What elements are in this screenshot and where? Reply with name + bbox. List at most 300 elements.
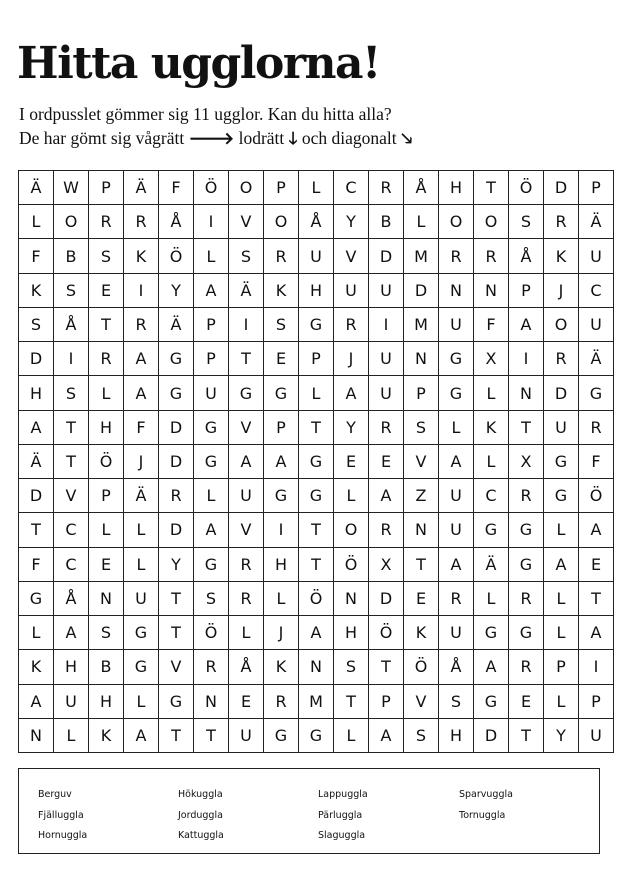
- grid-cell[interactable]: U: [229, 479, 264, 513]
- grid-cell[interactable]: T: [89, 307, 124, 341]
- grid-cell[interactable]: A: [369, 479, 404, 513]
- grid-cell[interactable]: Y: [159, 273, 194, 307]
- grid-cell[interactable]: H: [334, 616, 369, 650]
- grid-cell[interactable]: Ö: [299, 581, 334, 615]
- grid-cell[interactable]: Ä: [159, 307, 194, 341]
- grid-cell[interactable]: A: [544, 547, 579, 581]
- grid-cell[interactable]: G: [194, 410, 229, 444]
- grid-cell[interactable]: T: [299, 547, 334, 581]
- grid-cell[interactable]: D: [544, 376, 579, 410]
- grid-cell[interactable]: A: [439, 547, 474, 581]
- grid-cell[interactable]: E: [264, 342, 299, 376]
- grid-cell[interactable]: X: [474, 342, 509, 376]
- grid-cell[interactable]: R: [369, 513, 404, 547]
- grid-cell[interactable]: D: [159, 444, 194, 478]
- grid-cell[interactable]: H: [439, 171, 474, 205]
- grid-cell[interactable]: R: [509, 581, 544, 615]
- grid-cell[interactable]: L: [474, 444, 509, 478]
- grid-cell[interactable]: W: [54, 171, 89, 205]
- grid-cell[interactable]: T: [159, 616, 194, 650]
- grid-cell[interactable]: T: [579, 581, 614, 615]
- grid-cell[interactable]: R: [439, 581, 474, 615]
- grid-cell[interactable]: T: [299, 410, 334, 444]
- grid-cell[interactable]: N: [404, 513, 439, 547]
- grid-cell[interactable]: R: [89, 205, 124, 239]
- grid-cell[interactable]: D: [544, 171, 579, 205]
- grid-cell[interactable]: S: [89, 239, 124, 273]
- grid-cell[interactable]: G: [579, 376, 614, 410]
- grid-cell[interactable]: Ä: [124, 479, 159, 513]
- grid-cell[interactable]: H: [19, 376, 54, 410]
- grid-cell[interactable]: F: [159, 171, 194, 205]
- grid-cell[interactable]: R: [194, 650, 229, 684]
- grid-cell[interactable]: V: [229, 513, 264, 547]
- grid-cell[interactable]: E: [89, 273, 124, 307]
- grid-cell[interactable]: R: [369, 410, 404, 444]
- grid-cell[interactable]: T: [404, 547, 439, 581]
- grid-cell[interactable]: K: [404, 616, 439, 650]
- grid-cell[interactable]: Z: [404, 479, 439, 513]
- grid-cell[interactable]: U: [579, 718, 614, 752]
- grid-cell[interactable]: U: [229, 718, 264, 752]
- grid-cell[interactable]: A: [509, 307, 544, 341]
- grid-cell[interactable]: E: [579, 547, 614, 581]
- grid-cell[interactable]: G: [159, 376, 194, 410]
- grid-cell[interactable]: M: [404, 307, 439, 341]
- grid-cell[interactable]: P: [194, 307, 229, 341]
- grid-cell[interactable]: O: [544, 307, 579, 341]
- grid-cell[interactable]: C: [54, 547, 89, 581]
- grid-cell[interactable]: P: [89, 171, 124, 205]
- grid-cell[interactable]: U: [299, 239, 334, 273]
- grid-cell[interactable]: Ä: [124, 171, 159, 205]
- grid-cell[interactable]: G: [124, 650, 159, 684]
- grid-cell[interactable]: A: [124, 718, 159, 752]
- grid-cell[interactable]: M: [299, 684, 334, 718]
- grid-row: [19, 239, 614, 273]
- grid-cell[interactable]: Y: [334, 410, 369, 444]
- grid-cell[interactable]: A: [54, 616, 89, 650]
- grid-cell[interactable]: R: [509, 479, 544, 513]
- grid-cell[interactable]: G: [509, 547, 544, 581]
- grid-cell[interactable]: U: [439, 616, 474, 650]
- grid-cell[interactable]: O: [439, 205, 474, 239]
- grid-cell[interactable]: L: [544, 616, 579, 650]
- grid-cell[interactable]: Å: [439, 650, 474, 684]
- grid-cell[interactable]: R: [439, 239, 474, 273]
- grid-cell[interactable]: P: [579, 684, 614, 718]
- grid-cell[interactable]: N: [334, 581, 369, 615]
- grid-cell[interactable]: T: [509, 718, 544, 752]
- grid-cell[interactable]: J: [124, 444, 159, 478]
- grid-cell[interactable]: R: [124, 307, 159, 341]
- grid-cell[interactable]: E: [229, 684, 264, 718]
- grid-cell[interactable]: L: [194, 479, 229, 513]
- grid-cell[interactable]: P: [509, 273, 544, 307]
- grid-cell[interactable]: Ö: [509, 171, 544, 205]
- grid-cell[interactable]: L: [439, 410, 474, 444]
- grid-cell[interactable]: L: [544, 581, 579, 615]
- grid-cell[interactable]: K: [264, 650, 299, 684]
- grid-cell[interactable]: U: [124, 581, 159, 615]
- grid-cell[interactable]: H: [89, 684, 124, 718]
- arrow-right-icon: 🡒: [188, 129, 235, 149]
- grid-cell[interactable]: Å: [54, 581, 89, 615]
- grid-cell[interactable]: U: [439, 307, 474, 341]
- grid-cell[interactable]: H: [264, 547, 299, 581]
- grid-cell[interactable]: G: [474, 684, 509, 718]
- grid-cell[interactable]: F: [19, 239, 54, 273]
- grid-cell[interactable]: G: [159, 342, 194, 376]
- grid-cell[interactable]: L: [124, 684, 159, 718]
- grid-cell[interactable]: S: [264, 307, 299, 341]
- grid-cell[interactable]: A: [369, 718, 404, 752]
- grid-cell[interactable]: P: [404, 376, 439, 410]
- grid-cell[interactable]: D: [369, 239, 404, 273]
- grid-cell[interactable]: B: [54, 239, 89, 273]
- grid-cell[interactable]: R: [544, 205, 579, 239]
- grid-cell[interactable]: L: [124, 513, 159, 547]
- grid-cell[interactable]: R: [544, 342, 579, 376]
- grid-cell[interactable]: L: [334, 479, 369, 513]
- grid-cell[interactable]: Ö: [334, 547, 369, 581]
- grid-cell[interactable]: T: [159, 718, 194, 752]
- grid-cell[interactable]: A: [299, 616, 334, 650]
- grid-cell[interactable]: V: [334, 239, 369, 273]
- grid-cell[interactable]: G: [264, 376, 299, 410]
- grid-cell[interactable]: E: [404, 581, 439, 615]
- grid-cell[interactable]: I: [194, 205, 229, 239]
- grid-cell[interactable]: U: [54, 684, 89, 718]
- grid-cell[interactable]: G: [509, 616, 544, 650]
- grid-cell[interactable]: R: [509, 650, 544, 684]
- grid-cell[interactable]: D: [474, 718, 509, 752]
- grid-cell[interactable]: A: [334, 376, 369, 410]
- grid-cell[interactable]: E: [89, 547, 124, 581]
- grid-cell[interactable]: G: [264, 479, 299, 513]
- grid-cell[interactable]: L: [194, 239, 229, 273]
- grid-cell[interactable]: K: [19, 650, 54, 684]
- instructions-diagonal-text: och diagonalt: [301, 128, 397, 148]
- grid-cell[interactable]: S: [229, 239, 264, 273]
- grid-cell[interactable]: G: [124, 616, 159, 650]
- grid-cell[interactable]: J: [334, 342, 369, 376]
- grid-cell[interactable]: C: [579, 273, 614, 307]
- grid-cell[interactable]: X: [369, 547, 404, 581]
- grid-cell[interactable]: N: [474, 273, 509, 307]
- grid-cell[interactable]: N: [509, 376, 544, 410]
- grid-cell[interactable]: U: [579, 307, 614, 341]
- grid-cell[interactable]: L: [264, 581, 299, 615]
- grid-cell[interactable]: B: [369, 205, 404, 239]
- grid-cell[interactable]: U: [544, 410, 579, 444]
- grid-cell[interactable]: L: [299, 376, 334, 410]
- grid-cell[interactable]: Ö: [89, 444, 124, 478]
- grid-cell[interactable]: L: [544, 513, 579, 547]
- grid-cell[interactable]: T: [19, 513, 54, 547]
- grid-cell[interactable]: K: [124, 239, 159, 273]
- grid-cell[interactable]: N: [89, 581, 124, 615]
- grid-cell[interactable]: T: [159, 581, 194, 615]
- grid-cell[interactable]: V: [229, 205, 264, 239]
- grid-cell[interactable]: Ä: [229, 273, 264, 307]
- grid-cell[interactable]: D: [159, 513, 194, 547]
- grid-cell[interactable]: V: [229, 410, 264, 444]
- grid-cell[interactable]: V: [404, 684, 439, 718]
- grid-cell[interactable]: N: [194, 684, 229, 718]
- grid-cell[interactable]: T: [474, 171, 509, 205]
- grid-cell[interactable]: Ö: [579, 479, 614, 513]
- grid-cell[interactable]: P: [89, 479, 124, 513]
- grid-cell[interactable]: D: [19, 479, 54, 513]
- grid-row: [19, 307, 614, 341]
- grid-cell[interactable]: A: [229, 444, 264, 478]
- grid-cell[interactable]: I: [54, 342, 89, 376]
- instructions: [19, 102, 412, 151]
- grid-cell[interactable]: R: [229, 581, 264, 615]
- grid-cell[interactable]: G: [439, 376, 474, 410]
- grid-cell[interactable]: F: [579, 444, 614, 478]
- grid-cell[interactable]: O: [264, 205, 299, 239]
- grid-cell[interactable]: G: [19, 581, 54, 615]
- grid-cell[interactable]: Å: [159, 205, 194, 239]
- grid-cell[interactable]: G: [159, 684, 194, 718]
- grid-cell[interactable]: I: [264, 513, 299, 547]
- grid-cell[interactable]: U: [439, 513, 474, 547]
- grid-cell[interactable]: Å: [299, 205, 334, 239]
- grid-cell[interactable]: Ä: [19, 444, 54, 478]
- grid-cell[interactable]: A: [124, 342, 159, 376]
- grid-cell[interactable]: L: [474, 376, 509, 410]
- grid-cell[interactable]: N: [19, 718, 54, 752]
- grid-cell[interactable]: K: [19, 273, 54, 307]
- grid-cell[interactable]: G: [544, 444, 579, 478]
- grid-cell[interactable]: G: [474, 616, 509, 650]
- grid-cell[interactable]: P: [264, 410, 299, 444]
- grid-cell[interactable]: A: [194, 513, 229, 547]
- grid-cell[interactable]: G: [474, 513, 509, 547]
- grid-cell[interactable]: D: [19, 342, 54, 376]
- grid-cell[interactable]: Y: [159, 547, 194, 581]
- grid-cell[interactable]: H: [439, 718, 474, 752]
- grid-cell[interactable]: H: [299, 273, 334, 307]
- grid-cell[interactable]: L: [124, 547, 159, 581]
- grid-cell[interactable]: X: [509, 444, 544, 478]
- grid-cell[interactable]: Y: [334, 205, 369, 239]
- grid-cell[interactable]: E: [334, 444, 369, 478]
- grid-cell[interactable]: L: [474, 581, 509, 615]
- grid-cell[interactable]: V: [54, 479, 89, 513]
- grid-cell[interactable]: Y: [544, 718, 579, 752]
- grid-cell[interactable]: I: [124, 273, 159, 307]
- grid-cell[interactable]: S: [89, 616, 124, 650]
- word-list-item: Tornuggla: [459, 809, 506, 821]
- grid-cell[interactable]: P: [264, 171, 299, 205]
- grid-cell[interactable]: L: [229, 616, 264, 650]
- grid-cell[interactable]: Å: [509, 239, 544, 273]
- grid-cell[interactable]: G: [194, 444, 229, 478]
- grid-cell[interactable]: Ä: [474, 547, 509, 581]
- grid-cell[interactable]: T: [369, 650, 404, 684]
- grid-cell[interactable]: P: [299, 342, 334, 376]
- grid-cell[interactable]: T: [299, 513, 334, 547]
- grid-cell[interactable]: A: [439, 444, 474, 478]
- grid-cell[interactable]: G: [299, 444, 334, 478]
- grid-cell[interactable]: J: [544, 273, 579, 307]
- grid-cell[interactable]: C: [54, 513, 89, 547]
- word-list-column: [459, 785, 513, 826]
- grid-cell[interactable]: D: [159, 410, 194, 444]
- grid-cell[interactable]: E: [509, 684, 544, 718]
- grid-cell[interactable]: G: [299, 479, 334, 513]
- grid-cell[interactable]: R: [264, 684, 299, 718]
- grid-cell[interactable]: S: [404, 410, 439, 444]
- grid-cell[interactable]: L: [544, 684, 579, 718]
- grid-cell[interactable]: B: [89, 650, 124, 684]
- grid-cell[interactable]: U: [439, 479, 474, 513]
- grid-cell[interactable]: R: [124, 205, 159, 239]
- grid-cell[interactable]: U: [579, 239, 614, 273]
- grid-cell[interactable]: G: [194, 547, 229, 581]
- grid-cell[interactable]: N: [404, 342, 439, 376]
- grid-cell[interactable]: D: [369, 581, 404, 615]
- grid-cell[interactable]: I: [369, 307, 404, 341]
- grid-cell[interactable]: L: [89, 376, 124, 410]
- grid-cell[interactable]: O: [54, 205, 89, 239]
- grid-cell[interactable]: T: [229, 342, 264, 376]
- grid-cell[interactable]: A: [264, 444, 299, 478]
- grid-cell[interactable]: G: [544, 479, 579, 513]
- grid-cell[interactable]: I: [509, 342, 544, 376]
- grid-cell[interactable]: U: [369, 342, 404, 376]
- grid-cell[interactable]: R: [474, 239, 509, 273]
- grid-cell[interactable]: L: [19, 616, 54, 650]
- grid-cell[interactable]: R: [89, 342, 124, 376]
- word-search-grid: [18, 170, 614, 753]
- grid-cell[interactable]: R: [229, 547, 264, 581]
- grid-cell[interactable]: N: [439, 273, 474, 307]
- grid-cell[interactable]: S: [509, 205, 544, 239]
- grid-cell[interactable]: R: [159, 479, 194, 513]
- grid-cell[interactable]: I: [579, 650, 614, 684]
- grid-cell[interactable]: G: [229, 376, 264, 410]
- grid-cell[interactable]: G: [509, 513, 544, 547]
- grid-cell[interactable]: P: [544, 650, 579, 684]
- grid-cell[interactable]: O: [474, 205, 509, 239]
- grid-cell[interactable]: V: [404, 444, 439, 478]
- grid-cell[interactable]: R: [334, 307, 369, 341]
- grid-cell[interactable]: Ö: [159, 239, 194, 273]
- grid-cell[interactable]: Å: [404, 171, 439, 205]
- grid-cell[interactable]: P: [194, 342, 229, 376]
- grid-cell[interactable]: K: [264, 273, 299, 307]
- grid-cell[interactable]: N: [299, 650, 334, 684]
- grid-cell[interactable]: R: [579, 410, 614, 444]
- grid-cell[interactable]: K: [544, 239, 579, 273]
- grid-cell[interactable]: E: [369, 444, 404, 478]
- grid-cell[interactable]: S: [19, 307, 54, 341]
- grid-cell[interactable]: K: [89, 718, 124, 752]
- grid-cell[interactable]: U: [334, 273, 369, 307]
- grid-cell[interactable]: P: [579, 171, 614, 205]
- grid-cell[interactable]: I: [229, 307, 264, 341]
- grid-cell[interactable]: A: [19, 410, 54, 444]
- grid-cell[interactable]: T: [54, 410, 89, 444]
- grid-cell[interactable]: A: [579, 513, 614, 547]
- grid-cell[interactable]: C: [334, 171, 369, 205]
- grid-cell[interactable]: R: [264, 239, 299, 273]
- grid-cell[interactable]: T: [334, 684, 369, 718]
- grid-cell[interactable]: T: [194, 718, 229, 752]
- grid-cell[interactable]: S: [54, 273, 89, 307]
- grid-cell[interactable]: R: [369, 171, 404, 205]
- word-list-item: Lappuggla: [318, 789, 368, 800]
- grid-cell[interactable]: A: [194, 273, 229, 307]
- grid-cell[interactable]: C: [474, 479, 509, 513]
- grid-cell[interactable]: Å: [54, 307, 89, 341]
- grid-cell[interactable]: Å: [229, 650, 264, 684]
- grid-cell[interactable]: G: [264, 718, 299, 752]
- grid-cell[interactable]: A: [474, 650, 509, 684]
- grid-cell[interactable]: Ä: [579, 205, 614, 239]
- grid-cell[interactable]: T: [54, 444, 89, 478]
- grid-cell[interactable]: L: [334, 718, 369, 752]
- grid-cell[interactable]: D: [404, 273, 439, 307]
- grid-cell[interactable]: H: [89, 410, 124, 444]
- grid-cell[interactable]: Ö: [194, 616, 229, 650]
- grid-cell[interactable]: J: [264, 616, 299, 650]
- grid-cell[interactable]: A: [579, 616, 614, 650]
- grid-cell[interactable]: T: [509, 410, 544, 444]
- grid-cell[interactable]: L: [299, 171, 334, 205]
- grid-cell[interactable]: K: [474, 410, 509, 444]
- grid-cell[interactable]: F: [124, 410, 159, 444]
- grid-row: [19, 444, 614, 478]
- grid-cell[interactable]: M: [404, 239, 439, 273]
- grid-row: [19, 342, 614, 376]
- grid-cell[interactable]: Ö: [369, 616, 404, 650]
- grid-cell[interactable]: G: [299, 307, 334, 341]
- grid-cell[interactable]: G: [439, 342, 474, 376]
- grid-cell[interactable]: L: [89, 513, 124, 547]
- grid-cell[interactable]: Ö: [194, 171, 229, 205]
- grid-cell[interactable]: Ä: [579, 342, 614, 376]
- grid-cell[interactable]: V: [159, 650, 194, 684]
- grid-cell[interactable]: U: [369, 273, 404, 307]
- grid-cell[interactable]: Ö: [404, 650, 439, 684]
- grid-cell[interactable]: S: [439, 684, 474, 718]
- grid-cell[interactable]: U: [194, 376, 229, 410]
- grid-cell[interactable]: A: [19, 684, 54, 718]
- grid-cell[interactable]: A: [124, 376, 159, 410]
- grid-cell[interactable]: L: [404, 205, 439, 239]
- grid-cell[interactable]: H: [54, 650, 89, 684]
- grid-cell[interactable]: L: [54, 718, 89, 752]
- grid-cell[interactable]: S: [334, 650, 369, 684]
- grid-cell[interactable]: F: [19, 547, 54, 581]
- grid-cell[interactable]: O: [229, 171, 264, 205]
- grid-cell[interactable]: F: [474, 307, 509, 341]
- grid-cell[interactable]: L: [19, 205, 54, 239]
- grid-cell[interactable]: Ä: [19, 171, 54, 205]
- grid-cell[interactable]: U: [369, 376, 404, 410]
- grid-cell[interactable]: S: [54, 376, 89, 410]
- grid-cell[interactable]: O: [334, 513, 369, 547]
- grid-cell[interactable]: S: [404, 718, 439, 752]
- grid-cell[interactable]: P: [369, 684, 404, 718]
- grid-cell[interactable]: S: [194, 581, 229, 615]
- grid-cell[interactable]: G: [299, 718, 334, 752]
